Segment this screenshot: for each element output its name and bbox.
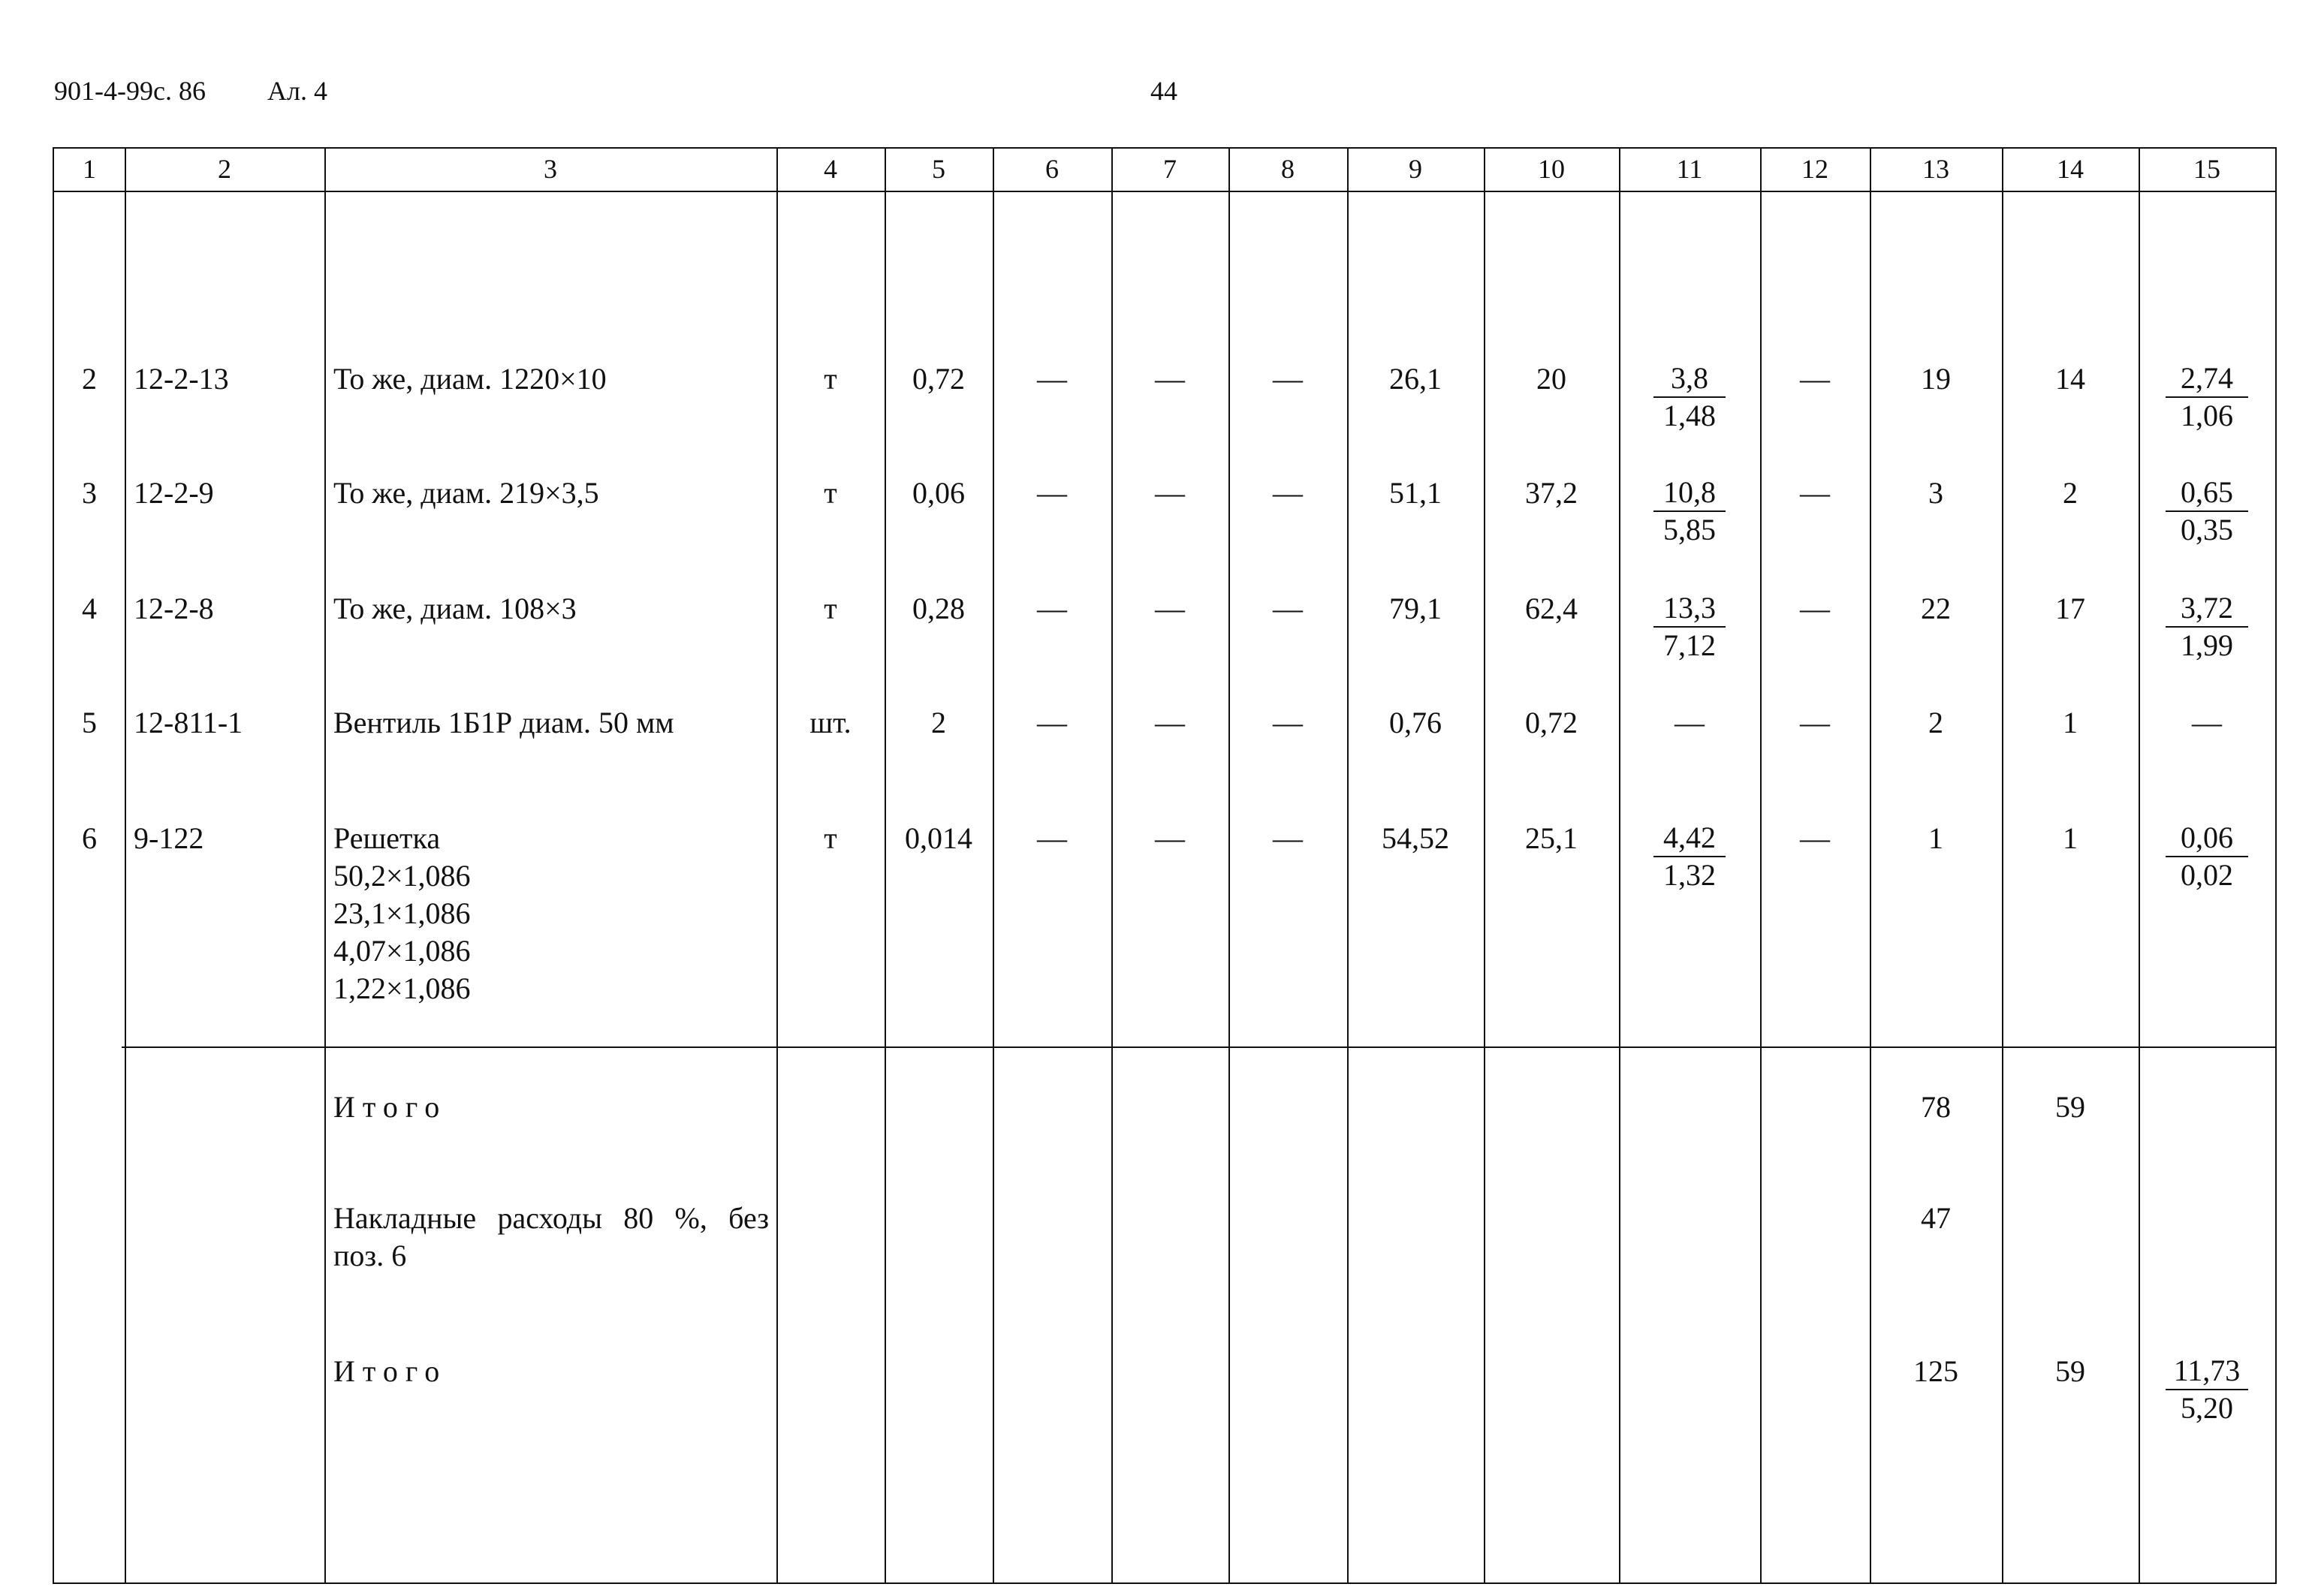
rate-code: 9-122 [134, 821, 204, 855]
column-header: 9 [1409, 154, 1422, 184]
total-cost: 1 [1928, 821, 1943, 855]
position-number: 3 [82, 476, 97, 510]
work-description: То же, диам. 219×3,5 [333, 476, 599, 510]
header-row-divider [54, 191, 2275, 192]
subtotal-wage: 59 [2055, 1090, 2085, 1124]
unit: т [824, 821, 837, 855]
dash: — [1273, 362, 1303, 396]
column-divider [1619, 149, 1620, 1582]
totals-divider [122, 1046, 2275, 1048]
document-code: 901-4-99с. 86 [54, 76, 206, 106]
fraction-value: $\frac{4,42}{1,32}$ [1653, 820, 1726, 893]
dash: — [1155, 362, 1185, 396]
unit: т [824, 476, 837, 510]
fraction-value: $\frac{2,74}{1,06}$ [2166, 360, 2248, 434]
unit-cost: 26,1 [1389, 362, 1442, 396]
column-header: 5 [932, 154, 945, 184]
dash: — [1273, 821, 1303, 855]
dash: — [1273, 476, 1303, 510]
total-wage: 17 [2055, 592, 2085, 625]
wage-cost: 20 [1536, 362, 1566, 396]
dash: — [2192, 706, 2222, 739]
wage-cost: 25,1 [1525, 821, 1578, 855]
wage-cost: 62,4 [1525, 592, 1578, 625]
column-divider [2139, 149, 2140, 1582]
column-header: 1 [83, 154, 96, 184]
dash: — [1037, 706, 1067, 739]
column-header: 2 [218, 154, 231, 184]
dash: — [1800, 706, 1830, 739]
fraction-value: $\frac{10,8}{5,85}$ [1653, 474, 1726, 548]
dash: — [1037, 821, 1067, 855]
wage-cost: 37,2 [1525, 476, 1578, 510]
estimate-table [53, 147, 2277, 1584]
dash: — [1155, 592, 1185, 625]
album-number: Ал. 4 [267, 76, 327, 106]
dash: — [1037, 592, 1067, 625]
work-description: Вентиль 1Б1Р диам. 50 мм [333, 706, 674, 739]
fraction-value: $\frac{0,06}{0,02}$ [2166, 820, 2248, 893]
column-header: 7 [1163, 154, 1177, 184]
page-number: 44 [1150, 76, 1177, 106]
quantity: 0,28 [912, 592, 965, 625]
column-divider [324, 149, 326, 1582]
fraction-value: $\frac{13,3}{7,12}$ [1653, 590, 1726, 664]
fraction-value: $\frac{0,65}{0,35}$ [2166, 474, 2248, 548]
column-header: 8 [1281, 154, 1295, 184]
overhead-label: Накладные расходы 80 %, без поз. 6 [333, 1201, 769, 1272]
total-cost: 22 [1921, 592, 1951, 625]
total-cost: 19 [1921, 362, 1951, 396]
column-header: 11 [1676, 154, 1703, 184]
work-description-line: 23,1×1,086 [333, 896, 471, 930]
total-cost: 3 [1928, 476, 1943, 510]
quantity: 0,06 [912, 476, 965, 510]
total-label: Итого [333, 1354, 448, 1388]
column-header: 15 [2193, 154, 2220, 184]
rate-code: 12-2-8 [134, 592, 214, 625]
work-description-line: Решетка [333, 821, 441, 855]
position-number: 5 [82, 706, 97, 739]
unit-cost: 54,52 [1382, 821, 1449, 855]
dash: — [1155, 476, 1185, 510]
dash: — [1273, 592, 1303, 625]
column-header: 3 [544, 154, 557, 184]
work-description-line: 4,07×1,086 [333, 934, 471, 968]
quantity: 2 [931, 706, 946, 739]
dash: — [1155, 821, 1185, 855]
fraction-value: $\frac{11,73}{5,20}$ [2166, 1353, 2248, 1426]
quantity: 0,014 [905, 821, 972, 855]
work-description-line: 1,22×1,086 [333, 971, 471, 1005]
column-header: 13 [1922, 154, 1949, 184]
rate-code: 12-2-13 [134, 362, 229, 396]
dash: — [1273, 706, 1303, 739]
subtotal-label: Итого [333, 1090, 448, 1124]
dash: — [1800, 821, 1830, 855]
column-header: 12 [1801, 154, 1828, 184]
position-number: 4 [82, 592, 97, 625]
work-description-line: 50,2×1,086 [333, 859, 471, 893]
column-header: 6 [1045, 154, 1059, 184]
unit-cost: 79,1 [1389, 592, 1442, 625]
rate-code: 12-2-9 [134, 476, 214, 510]
dash: — [1037, 362, 1067, 396]
total-wage: 2 [2063, 476, 2078, 510]
total-wage: 1 [2063, 706, 2078, 739]
dash: — [1800, 592, 1830, 625]
unit-cost: 0,76 [1389, 706, 1442, 739]
position-number: 6 [82, 821, 97, 855]
unit: т [824, 362, 837, 396]
dash: — [1800, 362, 1830, 396]
quantity: 0,72 [912, 362, 965, 396]
column-header: 14 [2057, 154, 2084, 184]
grand-total-wage: 59 [2055, 1354, 2085, 1388]
wage-cost: 0,72 [1525, 706, 1578, 739]
dash: — [1674, 706, 1705, 739]
fraction-value: $\frac{3,8}{1,48}$ [1653, 360, 1726, 434]
column-divider [125, 149, 126, 1582]
fraction-value: $\frac{3,72}{1,99}$ [2166, 590, 2248, 664]
rate-code: 12-811-1 [134, 706, 243, 739]
column-header: 10 [1538, 154, 1565, 184]
overhead-cost: 47 [1921, 1201, 1951, 1235]
unit: т [824, 592, 837, 625]
unit-cost: 51,1 [1389, 476, 1442, 510]
dash: — [1037, 476, 1067, 510]
total-cost: 2 [1928, 706, 1943, 739]
unit: шт. [809, 706, 852, 739]
work-description: То же, диам. 1220×10 [333, 362, 607, 396]
subtotal-cost: 78 [1921, 1090, 1951, 1124]
grand-total-cost: 125 [1913, 1354, 1958, 1388]
total-wage: 1 [2063, 821, 2078, 855]
position-number: 2 [82, 362, 97, 396]
dash: — [1155, 706, 1185, 739]
work-description: То же, диам. 108×3 [333, 592, 577, 625]
column-header: 4 [824, 154, 837, 184]
total-wage: 14 [2055, 362, 2085, 396]
dash: — [1800, 476, 1830, 510]
